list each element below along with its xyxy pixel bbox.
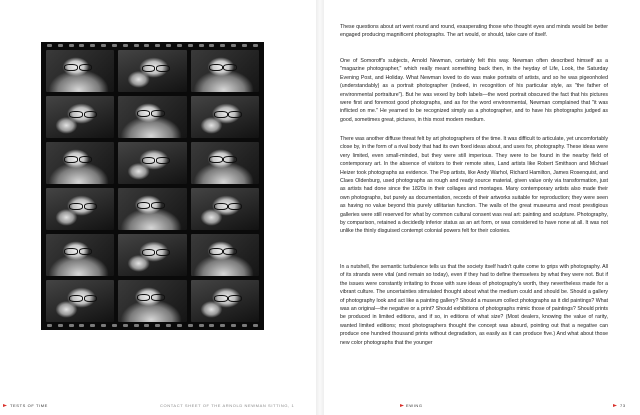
film-perforations-bottom [47,324,258,329]
portrait-frame [191,96,259,138]
portrait-frame [191,50,259,92]
portrait-frame [118,188,186,230]
portrait-frame [191,234,259,276]
portrait-frame [191,142,259,184]
page-number: 73 [620,403,626,408]
portrait-frame [118,50,186,92]
body-paragraph-3: There was another diffuse threat felt by art photographers of the time. It was difficult to articulate, yet uncomfortably close by, in the form of a rival body that had its own fixed ideas about, and uses for, photography. These ideas were very limited, even small-minded, but they were still imperious. They were to be found in the nearby field of contemporary art. In the absence of visitors to their remote sites, Land artists like Robert Smithson and Michael Heizer took photographs as evidence. The Pop artists, like Andy Warhol, Richard Hamilton, James Rosenquist, and Claes Oldenburg, used photographs as rough and ready source material, given value only via transformation, just as artists had done since the 1820s in their collages and montages. Many contemporary artists also made their own photographs, but purely as documentation, records of their artworks suitable for reproduction; they were seen as having no value beyond this purely utilitarian function. The walls of the great museums and most prestigious galleries were still reserved for what by common cultural consent was real art: painting and sculpture. Photography, by comparison, retained a decidedly inferior status as an art form, or was considered to have none at all. It was not unlike the thinly disguised contempt colonial powers felt for their colonies. [340,136,608,235]
page-gutter [316,0,324,415]
photo-caption: CONTACT SHEET OF THE ARNOLD NEWMAN SITTING, 1 [160,403,295,408]
footer-center-marker-icon [400,404,404,407]
portrait-frame [118,280,186,322]
portrait-frame [46,96,114,138]
portrait-frame [191,188,259,230]
contact-sheet-grid [46,50,259,322]
portrait-frame [46,280,114,322]
portrait-frame [191,280,259,322]
footer-left-marker-icon [3,404,7,407]
portrait-frame [46,50,114,92]
body-paragraph-4: In a nutshell, the semantic turbulence tells us that the society itself hadn't quite come to grips with photography. All of its strands were vital (and remain so today), even if they had to define themselves by what they were not. But if the issues were constantly irritating to those with sure ideas of photography's worth, they nevertheless made for a vibrant culture. The uncertainties stimulated thought about what the medium could and should be. Should a gallery of photography look and act like a painting gallery? Should a museum collect photographs as it did paintings? What was an original—the negative or a print? Should exhibitions of photographs mimic those of paintings? Should prints be produced in limited editions, and if so, in editions of what size? (Most dealers, knowing the value of rarity, wanted limited editions; most photographers thought the concept was absurd, pointing out that a negative can produce one hundred thousand prints without degradation, as easily as it can produce five.) And what about those new color photographs that the younger [340,264,608,346]
portrait-frame [46,188,114,230]
film-perforations-top [47,44,258,49]
portrait-frame [46,142,114,184]
body-paragraph-2: One of Somoroff's subjects, Arnold Newman, certainly felt this way. Newman often described himself as a "magazine photographer," which really meant something back then, in the heyday of Life, Look, the Saturday Evening Post, and Holiday. What Newman loved to do was make portraits of artists, and so he was pigeonholed (understandably) as a portrait photographer (indeed, in recognition of his particular style, as "the father of environmental portraiture"). But he was vexed by both labels—the word portrait obscured the fact that his pictures were first and foremost good photographs, and as for the word environmental, Newman complained that "it was inflicted on me." He yearned to be recognized simply as a photographer, and to have his photographs judged as good, sometimes great, pictures, in this most modern medium. [340,58,608,123]
portrait-frame [46,234,114,276]
portrait-frame [118,96,186,138]
portrait-frame [118,142,186,184]
body-paragraph-1: These questions about art went round and round, exasperating those who thought eyes and minds would be better engaged producing magnificent photographs. The art would, or should, take care of itself. [340,24,608,39]
footer-running-title: TESTS OF TIME [10,403,48,408]
portrait-frame [118,234,186,276]
footer-right-marker-icon [613,404,617,407]
contact-sheet-photo [41,42,264,330]
footer-author: EWING [406,403,423,408]
